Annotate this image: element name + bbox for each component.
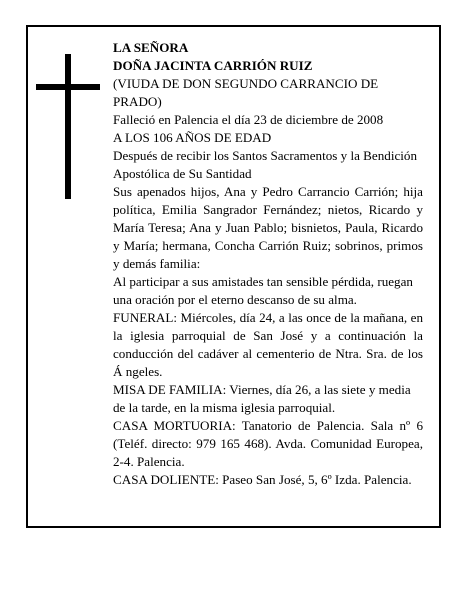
cross-vertical-bar bbox=[65, 54, 71, 199]
widow-line: (VIUDA DE DON SEGUNDO CARRANCIO DE PRADO) bbox=[113, 76, 379, 109]
sacraments-paragraph: Después de recibir los Santos Sacramentos y la Bendición Apostólica de Su Santidad bbox=[113, 148, 417, 181]
latin-cross-icon bbox=[36, 54, 100, 199]
request-paragraph: Al participar a sus amistades tan sensible pérdida, ruegan una oración por el eterno descanso de su alma. bbox=[113, 274, 413, 307]
funeral-home-paragraph: CASA MORTUORIA: Tanatorio de Palencia. Sala nº 6 (Teléf. directo: 979 165 468). Avda. Comunidad Europea, 2-4. Palencia. bbox=[113, 418, 423, 469]
family-mass-paragraph: MISA DE FAMILIA: Viernes, día 26, a las siete y media de la tarde, en la misma iglesia parroquial. bbox=[113, 382, 411, 415]
cross-horizontal-bar bbox=[36, 84, 100, 90]
obituary-text bbox=[113, 39, 423, 489]
mourning-house-paragraph: CASA DOLIENTE: Paseo San José, 5, 6º Izda. Palencia. bbox=[113, 472, 412, 487]
deceased-name: DOÑA JACINTA CARRIÓN RUIZ bbox=[113, 58, 313, 73]
death-line: Falleció en Palencia el día 23 de diciembre de 2008 bbox=[113, 112, 384, 127]
title-line-1: LA SEÑORA bbox=[113, 40, 189, 55]
funeral-paragraph: FUNERAL: Miércoles, día 24, a las once de la mañana, en la iglesia parroquial de San José y a continuación la conducción del cadáver al cementerio de Ntra. Sra. de los Á ngeles. bbox=[113, 310, 423, 379]
family-paragraph: Sus apenados hijos, Ana y Pedro Carrancio Carrión; hija política, Emilia Sangrador Fernández; nietos, Ricardo y María Teresa; Ana y Juan Pablo; bisnietos, Paula, Ricardo y María; hermana, Concha Carrión Ruiz; sobrinos, primos y demás familia: bbox=[113, 184, 423, 271]
age-line: A LOS 106 AÑOS DE EDAD bbox=[113, 130, 272, 145]
